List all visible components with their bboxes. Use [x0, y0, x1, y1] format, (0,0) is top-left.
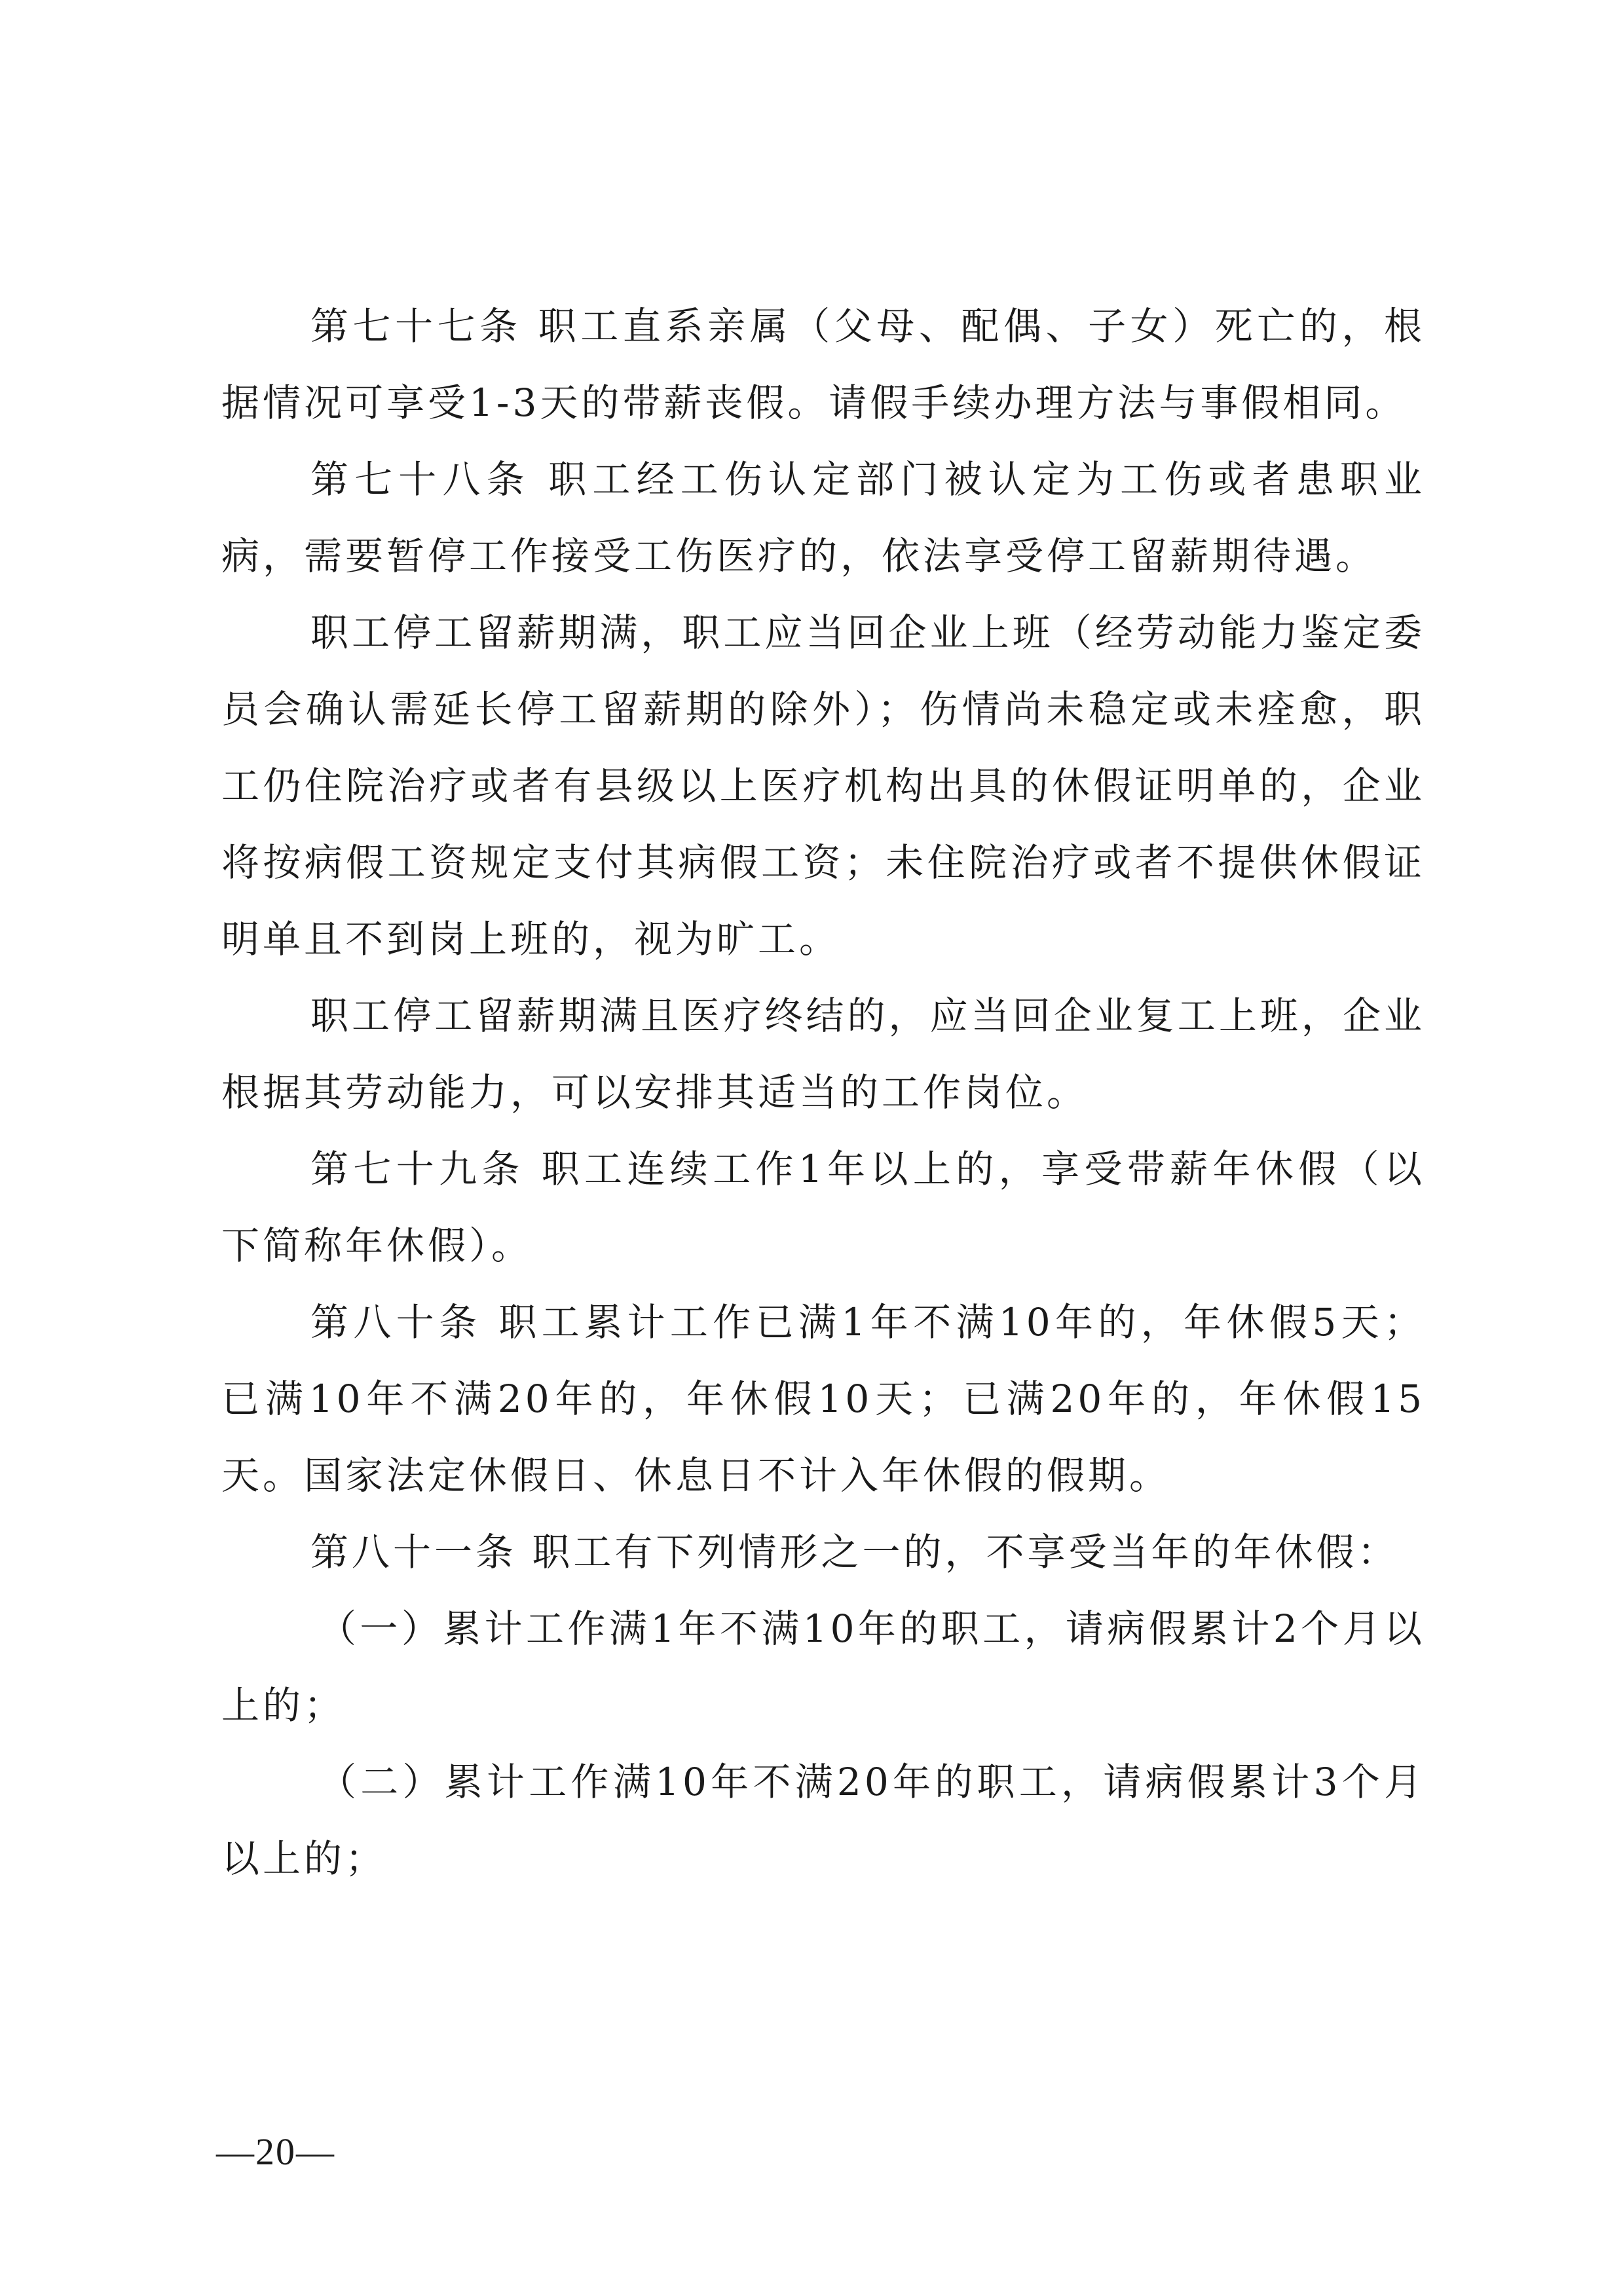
article-79-paragraph: 第七十九条 职工连续工作1年以上的，享受带薪年休假（以下简称年休假）。 — [221, 1147, 1425, 1268]
article-80-paragraph: 第八十条 职工累计工作已满1年不满10年的，年休假5天；已满10年不满20年的，年休假10天；已满20年的，年休假15天。国家法定休假日、休息日不计入年休假的假期。 — [221, 1300, 1425, 1498]
article-81-paragraph: 第八十一条 职工有下列情形之一的，不享受当年的年休假： — [310, 1530, 1399, 1574]
article-81-item-2: （二）累计工作满10年不满20年的职工，请病假累计3个月以上的； — [221, 1760, 1425, 1881]
page-number: —20— — [216, 2130, 335, 2173]
article-77-paragraph: 第七十七条 职工直系亲属（父母、配偶、子女）死亡的，根据情况可享受1-3天的带薪丧假。请假手续办理方法与事假相同。 — [221, 304, 1425, 425]
return-to-work-paragraph: 职工停工留薪期满且医疗终结的，应当回企业复工上班，企业根据其劳动能力，可以安排其适当的工作岗位。 — [221, 993, 1425, 1115]
article-78-paragraph: 第七十八条 职工经工伤认定部门被认定为工伤或者患职业病，需要暂停工作接受工伤医疗的，依法享受停工留薪期待遇。 — [221, 457, 1425, 578]
article-81-item-1: （一）累计工作满1年不满10年的职工，请病假累计2个月以上的； — [221, 1606, 1425, 1728]
work-injury-leave-expiry-paragraph: 职工停工留薪期满，职工应当回企业上班（经劳动能力鉴定委员会确认需延长停工留薪期的除外）；伤情尚未稳定或未痊愈，职工仍住院治疗或者有县级以上医疗机构出具的休假证明单的，企业将按病假工资规定支付其病假工资；未住院治疗或者不提供休假证明单且不到岗上班的，视为旷工。 — [221, 610, 1425, 961]
document-body — [221, 288, 1425, 1897]
